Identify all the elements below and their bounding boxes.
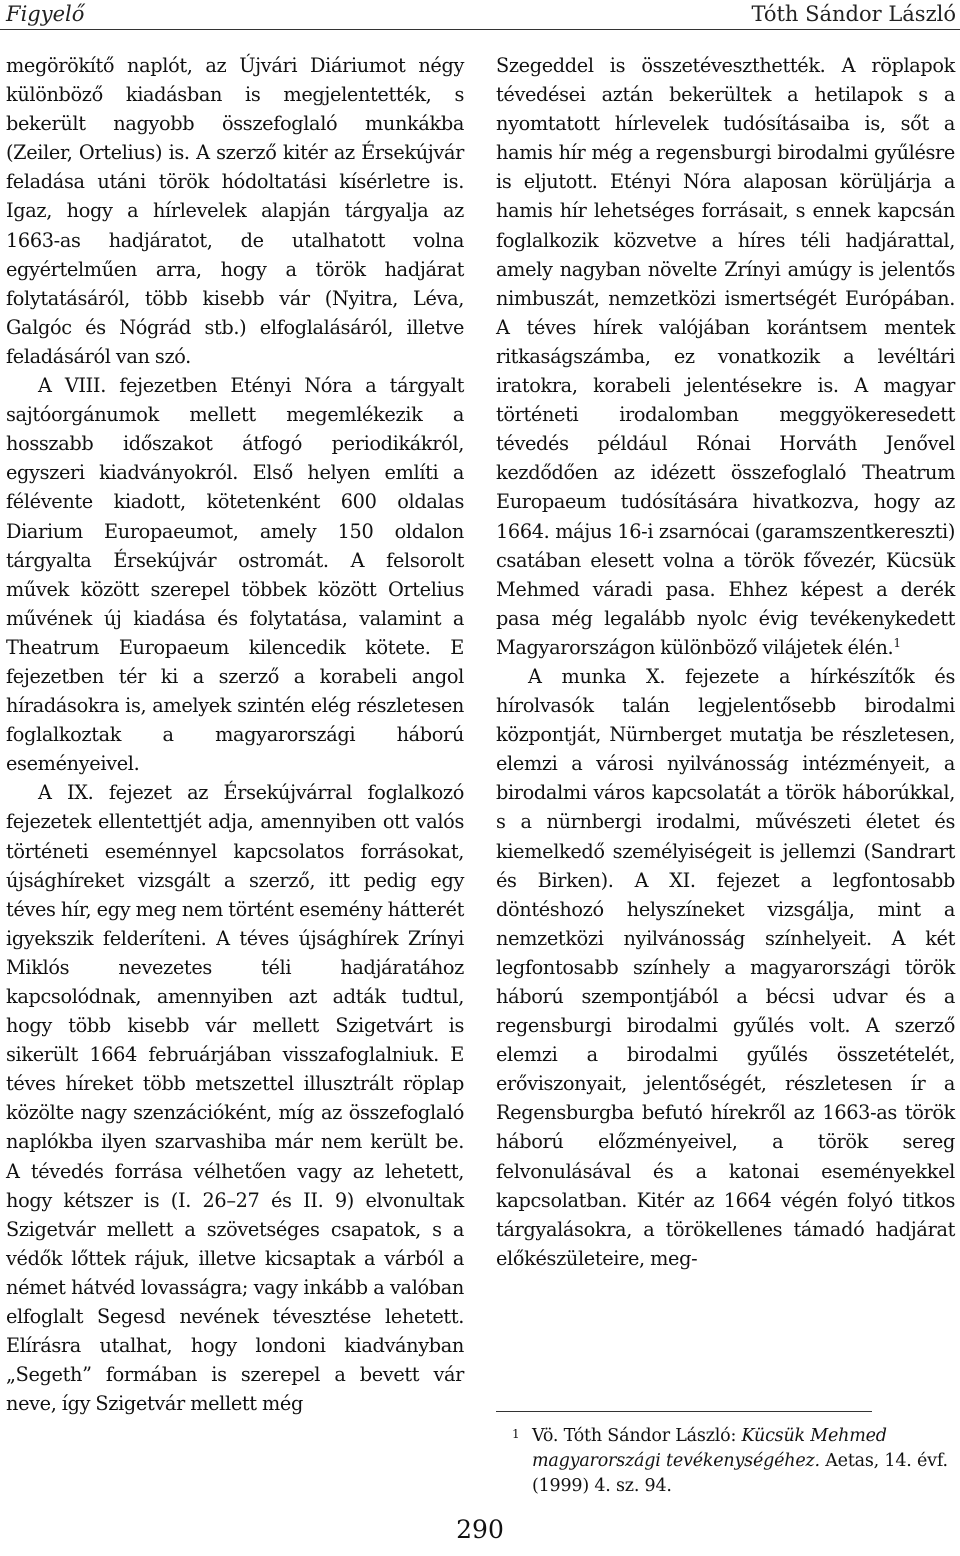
footnote-text bbox=[532, 1424, 955, 1499]
left-text-column bbox=[6, 51, 464, 1418]
running-header-author: Tóth Sándor László bbox=[751, 2, 956, 26]
header-divider bbox=[0, 29, 960, 30]
paragraph: A VIII. fejezetben Etényi Nóra a tárgyalt sajtóorgánumok mellett megemlékezik a hosszabb időszakot átfogó periodikákról, egyszeri kiadványokról. Első helyen említi a félévente kiadott, kötetenként 600 oldalas Diarium Europaeumot, amely 150 oldalon tárgyalta Érsekújvár ostromát. A felsorolt művek között szerepel többek között Ortelius művének új kiadása és folytatása, valamint a Theatrum Europaeum kilencedik kötete. E fejezetben tér ki a szerző a korabeli angol híradásokra is, amelyek szintén elég részletesen foglalkoztak a magyarországi háború eseményeivel. bbox=[6, 374, 464, 776]
paragraph: A IX. fejezet az Érsekújvárral foglalkozó fejezetek ellentettjét adja, amennyiben ott valós történeti eseménnyel kapcsolatos forrásokat, újsághíreket vizsgált a szerző, itt pedig egy téves hír, egy meg nem történt esemény hátterét igyekszik felderíteni. A téves újsághírek Zrínyi Miklós nevezetes téli hadjáratához kapcsolódnak, amennyiben azt adták tudtul, hogy több kisebb vár mellett Szigetvárt is sikerült 1664 februárjában visszafoglalniuk. E téves híreket több metszettel illusztrált röplap közölte nagy szenzációként, míg az összefoglaló naplókba ilyen szarvashiba már nem került be. A tévedés forrása vélhetően vagy az lehetett, hogy kétszer is (I. 26–27 és II. 9) elvonultak Szigetvár mellett a szövetséges csapatok, s a védők lőttek rájuk, illetve kicsaptak a várból a német hátvéd lovasságra; vagy inkább a valóban elfoglalt Segesd nevének tévesztése lehetett. Elírásra utalhat, hogy londoni kiadványban „Segeth” formában is szerepel a bevett vár neve, így Szigetvár mellett még bbox=[6, 781, 464, 1416]
footnote-divider bbox=[496, 1411, 872, 1412]
footnote-prefix: Vö. Tóth Sándor László: bbox=[532, 1426, 742, 1446]
running-header-section: Figyelő bbox=[6, 2, 85, 26]
paragraph-text: Szegeddel is összetéveszthették. A röplapok tévedései aztán bekerültek a hetilapok s a nyomtatott hírlevelek tudósításaiba is, sőt a hamis hír még a regensburgi birodalmi gyűlésre is eljutott. Etényi Nóra alaposan körüljárja a hamis hír lehetséges forrásait, s ennek kapcsán foglalkozik közvetve a híres téli hadjárattal, amely nagyban növelte Zrínyi amúgy is jelentős nimbuszát, nemzetközi ismertségét Európában. A téves hírek valójában korántsem mentek ritkaságszámba, ez vonatkozik a levéltári iratokra, korabeli jelentésekre is. A magyar történeti irodalomban meggyökeresedett tévedés például Rónai Horváth Jenővel kezdődően az idézett összefoglaló Theatrum Europaeum tudósítására hivatkozva, hogy az 1664. május 16-i zsarnócai (garamszentkereszti) csatában elesett volna a török fővezér, Kücsük Mehmed váradi pasa. Ehhez képest a derék pasa még legalább nyolc évig tevékenykedett Magyarországon különböző vilájetek élén. bbox=[496, 54, 955, 659]
footnote bbox=[500, 1424, 955, 1499]
paragraph: A munka X. fejezete a hírkészítők és hírolvasók talán legjelentősebb birodalmi központját, Nürnberget mutatja be részletesen, elemzi a városi nyilvánosság intézményeit, a birodalmi város kapcsolatát a török háborúkkal, s a nürnbergi irodalmi, művészeti életet és kiemelkedő személyiségeit is jellemzi (Sandrart és Birken). A XI. fejezet a legfontosabb döntéshozó helyszíneket vizsgálja, mint a nemzetközi nyilvánosság színhelyeit. A két legfontosabb színhely a magyarországi török háború szempontjából a bécsi udvar és a regensburgi birodalmi gyűlés volt. A szerző elemzi a birodalmi gyűlés összetételét, erőviszonyait, jelentőségét, részletesen ír a Regensburgba befutó hírekről az 1663-as török háború előzményeivel, a török sereg felvonulásával és a katonai eseményekkel kapcsolatban. Kitér az 1664 végén folyó titkos tárgyalásokra, a törökellenes támadó hadjárat előkészületeire, meg- bbox=[496, 664, 955, 1270]
running-header bbox=[0, 0, 960, 30]
footnote-reference[interactable]: 1 bbox=[893, 635, 901, 650]
footnote-number: 1 bbox=[512, 1427, 520, 1441]
footnote-suffix: Aetas, 14. évf. (1999) 4. sz. 94. bbox=[532, 1451, 948, 1496]
paragraph: megörökítő naplót, az Újvári Diáriumot négy különböző kiadásban is megjelentették, s bekerült nagyobb összefoglaló munkákba (Zeiler, Ortelius) is. A szerző kitér az Érsekújvár feladása utáni török hódoltatási kísérletre is. Igaz, hogy a hírlevelek alapján tárgyalja az 1663-as hadjáratot, de utalhatott volna egyértelműen arra, hogy a török hadjárat folytatásáról, több kisebb vár (Nyitra, Léva, Galgóc és Nógrád stb.) elfoglalásáról, illetve feladásáról van szó. bbox=[6, 54, 464, 368]
paragraph bbox=[496, 51, 955, 662]
right-text-column bbox=[496, 51, 955, 1273]
footnote-cited-title: Kücsük Mehmed magyarországi tevékenységéhez. bbox=[532, 1426, 887, 1471]
page-number: 290 bbox=[456, 1515, 504, 1544]
